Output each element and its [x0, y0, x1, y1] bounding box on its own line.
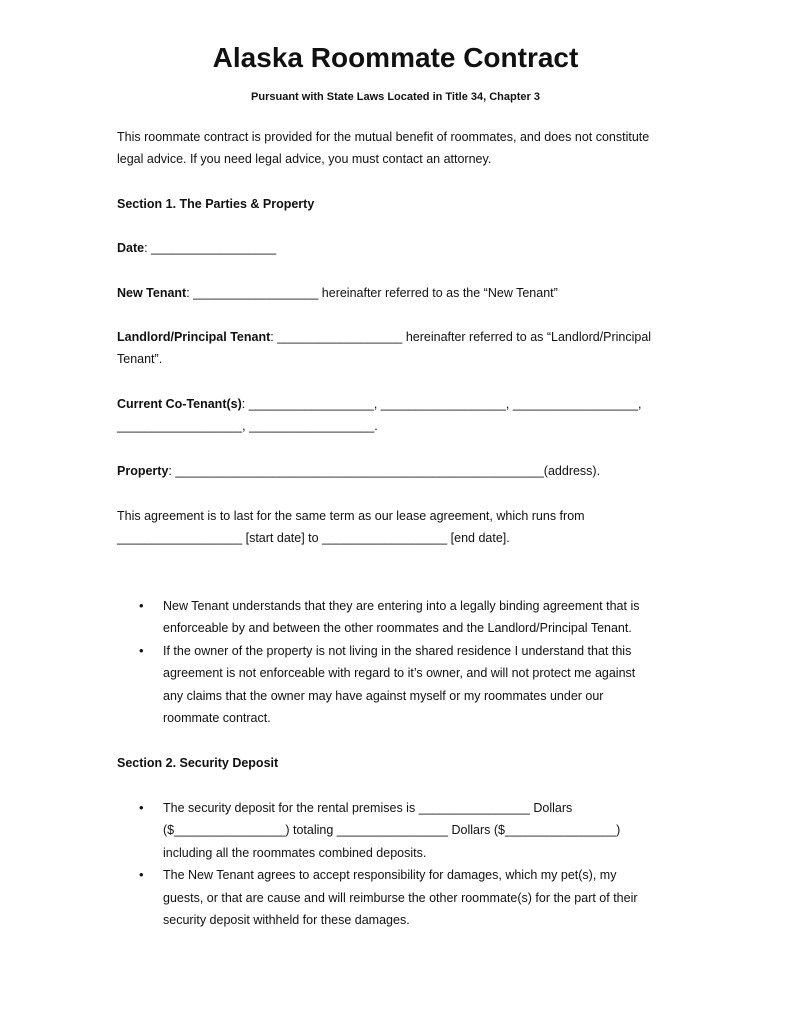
document-title: Alaska Roommate Contract: [212, 42, 579, 73]
date-field: [117, 239, 276, 257]
s2-bullet-2-line-2: guests, or that are cause and will reimburse the other roommate(s) for the part of their: [163, 891, 638, 905]
s2-bullet-2-line-1: The New Tenant agrees to accept responsibility for damages, which my pet(s), my: [163, 868, 617, 882]
s2-bullet-1-line-1: The security deposit for the rental premises is ________________ Dollars: [163, 801, 573, 815]
date-blank: : __________________: [144, 241, 277, 255]
s2-bullet-1-line-3: including all the roommates combined deposits.: [163, 846, 427, 860]
intro-line-2: legal advice. If you need legal advice, you must contact an attorney.: [117, 152, 492, 166]
cotenants-blanks: : __________________, __________________, __________________,: [241, 397, 642, 411]
date-label: Date: [117, 241, 145, 255]
bullet-marker: •: [139, 598, 144, 613]
landlord-field: [117, 328, 651, 346]
s1-bullet-2-line-3: any claims that the owner may have against myself or my roommates under our: [163, 689, 604, 703]
new-tenant-field: [117, 284, 558, 302]
intro-line-1: This roommate contract is provided for the mutual benefit of roommates, and does not constitute: [117, 130, 650, 144]
s1-bullet-1-line-1: New Tenant understands that they are entering into a legally binding agreement that is: [163, 599, 640, 613]
term-line-1: This agreement is to last for the same term as our lease agreement, which runs from: [117, 509, 585, 523]
document-subtitle: Pursuant with State Laws Located in Title 34, Chapter 3: [251, 91, 540, 103]
s1-bullet-2-line-2: agreement is not enforceable with regard to it’s owner, and will not protect me against: [163, 666, 636, 680]
bullet-marker: •: [139, 800, 144, 815]
s1-bullet-2-line-4: roommate contract.: [163, 711, 271, 725]
property-blank: : _____________________________________________________(address).: [168, 464, 601, 478]
new-tenant-blank: : __________________ hereinafter referred to as the “New Tenant”: [186, 286, 558, 300]
landlord-blank: : __________________ hereinafter referred to as “Landlord/Principal: [270, 330, 652, 344]
section-2-heading: Section 2. Security Deposit: [117, 756, 279, 770]
landlord-field-line-2: Tenant”.: [117, 352, 163, 366]
bullet-marker: •: [139, 643, 144, 658]
section-1-heading: Section 1. The Parties & Property: [117, 197, 315, 211]
s2-bullet-2-line-3: security deposit withheld for these damages.: [163, 913, 410, 927]
cotenants-field-line-2: __________________, __________________.: [117, 419, 378, 433]
landlord-label: Landlord/Principal Tenant: [117, 330, 271, 344]
s1-bullet-1-line-2: enforceable by and between the other roommates and the Landlord/Principal Tenant.: [163, 621, 632, 635]
bullet-marker: •: [139, 867, 144, 882]
cotenants-field: [117, 395, 641, 413]
property-field: [117, 462, 600, 480]
cotenants-label: Current Co-Tenant(s): [117, 397, 242, 411]
s1-bullet-2-line-1: If the owner of the property is not living in the shared residence I understand that this: [163, 644, 632, 658]
s2-bullet-1-line-2: ($________________) totaling ________________ Dollars ($________________): [163, 823, 621, 837]
new-tenant-label: New Tenant: [117, 286, 187, 300]
term-line-2: __________________ [start date] to __________________ [end date].: [117, 531, 510, 545]
property-label: Property: [117, 464, 169, 478]
